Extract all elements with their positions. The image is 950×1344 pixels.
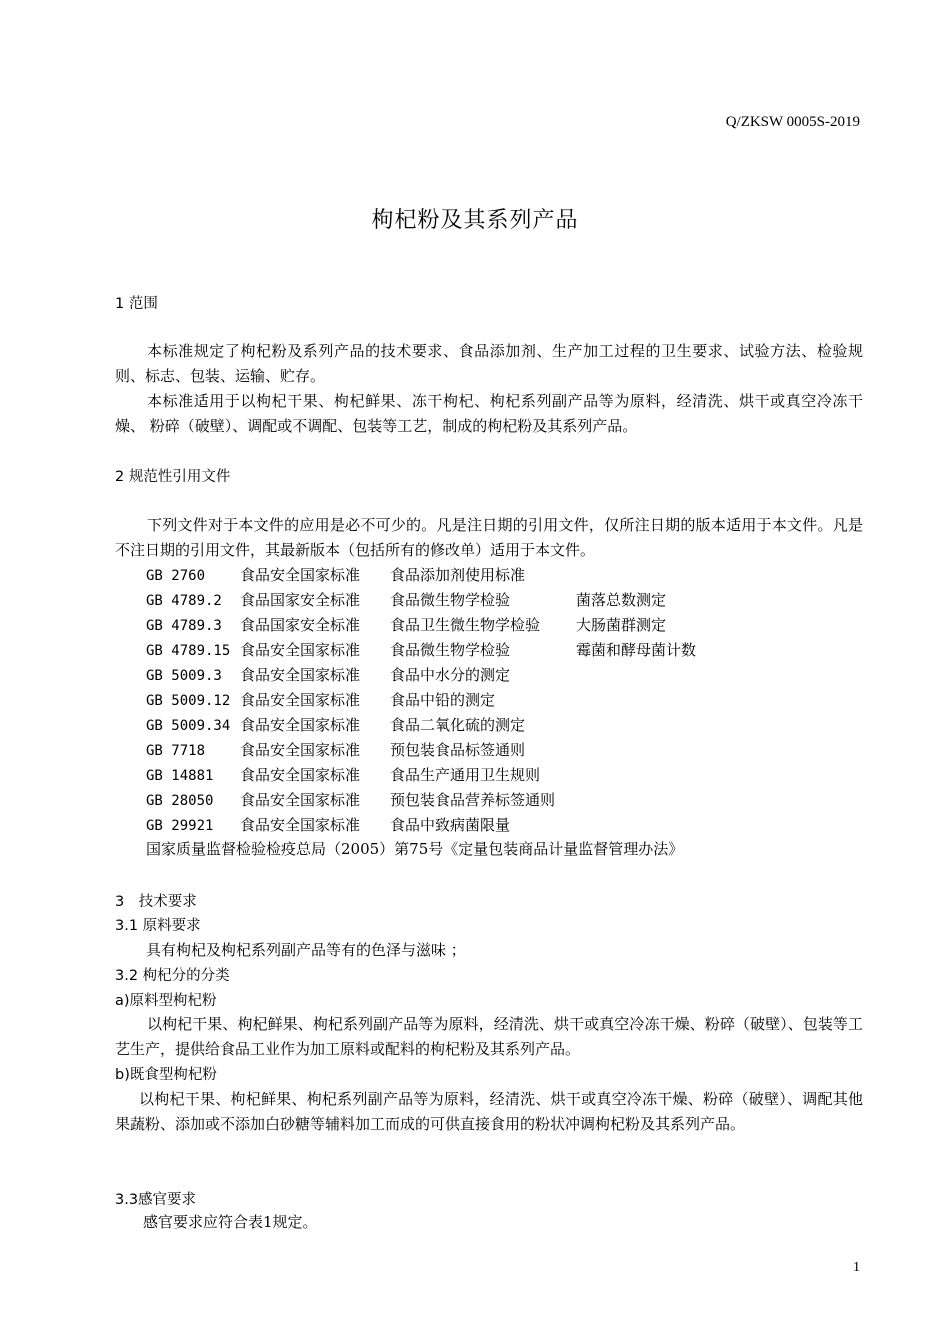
reference-org: 食品国家安全标准 [240, 616, 361, 634]
reference-org: 食品安全国家标准 [240, 566, 361, 584]
reference-item [146, 738, 576, 764]
reference-item [146, 563, 576, 589]
reference-org: 食品安全国家标准 [240, 691, 361, 709]
reference-name: 食品添加剂使用标准 [390, 566, 526, 584]
section-1-paragraph-2: 本标准适用于以枸杞干果、枸杞鲜果、冻干枸杞、枸杞系列副产品等为原料，经清洗、烘干或真空冷冻干燥、 粉碎（破壁）、调配或不调配、包装等工艺，制成的枸杞粉及其系列产品。 [115, 392, 863, 435]
reference-regulation: 国家质量监督检验检疫总局（2005）第75号《定量包装商品计量监督管理办法》 [146, 840, 684, 858]
section-2-intro: 下列文件对于本文件的应用是必不可少的。凡是注日期的引用文件，仅所注日期的版本适用于本文件。凡是不注日期的引用文件，其最新版本（包括所有的修改单）适用于本文件。 [115, 516, 863, 559]
section-3-1-heading: 3.1 原料要求 [115, 918, 201, 934]
reference-org: 食品安全国家标准 [240, 666, 361, 684]
reference-item [146, 688, 576, 714]
reference-sub: 霉菌和酵母菌计数 [576, 641, 697, 659]
reference-code: GB 7718 [146, 743, 206, 759]
subsection-b-text: 以枸杞干果、枸杞鲜果、枸杞系列副产品等为原料，经清洗、烘干或真空冷冻干燥、粉碎（破壁）、调配其他果蔬粉、添加或不添加白砂糖等辅料加工而成的可供直接食用的粉状冲调枸杞粉及其系列产品。 [115, 1090, 863, 1133]
reference-name: 预包装食品营养标签通则 [390, 791, 556, 809]
section-3-1-text: 具有枸杞及枸杞系列副产品等有的色泽与滋味 ； [146, 941, 466, 959]
reference-name: 食品生产通用卫生规则 [390, 766, 541, 784]
reference-code: GB 4789.2 [146, 593, 222, 609]
reference-org: 食品国家安全标准 [240, 591, 361, 609]
section-3-3-heading: 3.3感官要求 [115, 1192, 197, 1208]
reference-item [146, 588, 666, 614]
reference-code: GB 28050 [146, 793, 214, 809]
reference-name: 食品微生物学检验 [390, 641, 511, 659]
reference-item [146, 613, 666, 639]
reference-org: 食品安全国家标准 [240, 816, 361, 834]
subsection-a-heading: a)原料型枸杞粉 [115, 993, 217, 1009]
reference-org: 食品安全国家标准 [240, 716, 361, 734]
reference-item [146, 763, 576, 789]
reference-code: GB 29921 [146, 818, 214, 834]
reference-sub: 菌落总数测定 [576, 591, 667, 609]
reference-code: GB 14881 [146, 768, 214, 784]
reference-name: 食品中致病菌限量 [390, 816, 511, 834]
reference-code: GB 2760 [146, 568, 206, 584]
reference-org: 食品安全国家标准 [240, 741, 361, 759]
page-title: 枸杞粉及其系列产品 [371, 208, 579, 233]
section-1-paragraph-1: 本标准规定了枸杞粉及系列产品的技术要求、食品添加剂、生产加工过程的卫生要求、试验方法、检验规则、标志、包装、运输、贮存。 [115, 342, 863, 385]
reference-code: GB 4789.3 [146, 618, 222, 634]
reference-name: 食品卫生微生物学检验 [390, 616, 541, 634]
reference-name: 预包装食品标签通则 [390, 741, 526, 759]
section-3-heading: 3 技术要求 [115, 894, 197, 910]
reference-name: 食品微生物学检验 [390, 591, 511, 609]
reference-item [146, 663, 576, 689]
section-3-3-text: 感官要求应符合表1规定。 [143, 1213, 318, 1231]
page-number: 1 [853, 1260, 860, 1275]
section-1-heading: 1 范围 [115, 296, 158, 312]
reference-item [146, 813, 576, 839]
section-2-heading: 2 规范性引用文件 [115, 469, 231, 485]
reference-item [146, 638, 696, 664]
reference-name: 食品中水分的测定 [390, 666, 511, 684]
section-3-2-heading: 3.2 枸杞分的分类 [115, 968, 230, 984]
reference-item [146, 713, 576, 739]
reference-name: 食品二氧化硫的测定 [390, 716, 526, 734]
reference-org: 食品安全国家标准 [240, 641, 361, 659]
subsection-b-heading: b)既食型枸杞粉 [115, 1067, 217, 1083]
reference-sub: 大肠菌群测定 [576, 616, 667, 634]
reference-code: GB 5009.12 [146, 693, 231, 709]
reference-name: 食品中铅的测定 [390, 691, 496, 709]
doc-code: Q/ZKSW 0005S-2019 [725, 114, 860, 130]
subsection-a-text: 以枸杞干果、枸杞鲜果、枸杞系列副产品等为原料，经清洗、烘干或真空冷冻干燥、粉碎（破壁）、包装等工艺生产，提供给食品工业作为加工原料或配料的枸杞粉及其系列产品。 [115, 1015, 863, 1058]
reference-code: GB 5009.3 [146, 668, 222, 684]
reference-org: 食品安全国家标准 [240, 791, 361, 809]
reference-code: GB 5009.34 [146, 718, 231, 734]
reference-code: GB 4789.15 [146, 643, 231, 659]
reference-item [146, 788, 576, 814]
reference-org: 食品安全国家标准 [240, 766, 361, 784]
